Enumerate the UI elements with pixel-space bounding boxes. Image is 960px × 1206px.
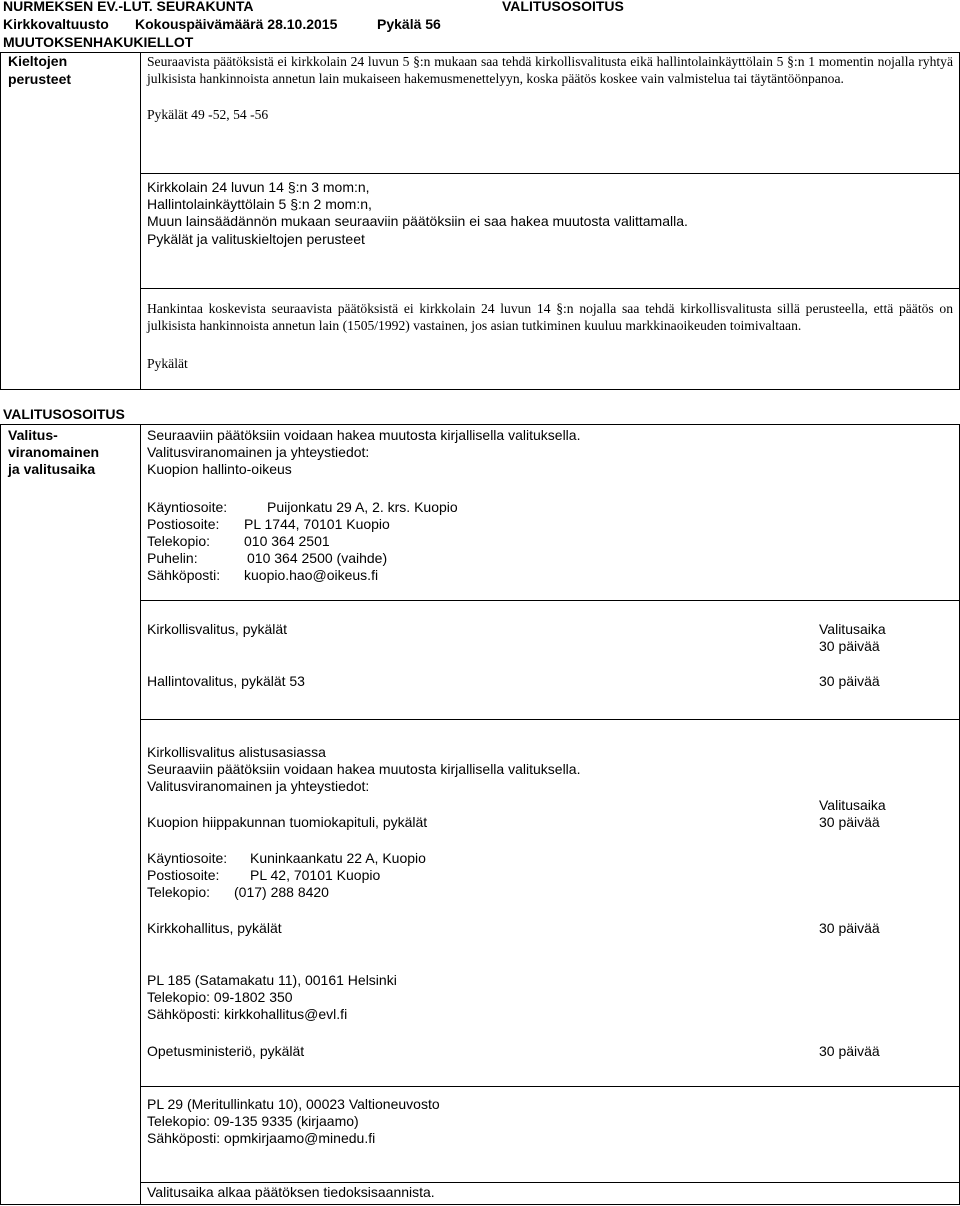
subordinate-appeal-title: Kirkollisvalitus alistusasiassa xyxy=(147,744,326,760)
law-reference-3: Muun lainsäädännön mukaan seuraaviin päätöksiin ei saa hakea muutosta valittamalla. xyxy=(147,213,688,229)
ministry-address: PL 29 (Meritullinkatu 10), 00023 Valtioneuvosto xyxy=(147,1096,440,1112)
appeal-top-border xyxy=(0,424,960,425)
law-sections: Pykälät ja valituskieltojen perusteet xyxy=(147,231,365,247)
bottom-border xyxy=(0,389,960,390)
appeal-title: VALITUSOSOITUS xyxy=(3,406,125,422)
court-name: Kuopion hallinto-oikeus xyxy=(147,461,292,477)
top-border xyxy=(0,52,960,53)
church-appeal-period: 30 päivää xyxy=(819,638,880,654)
chapter-post-label: Postiosoite: xyxy=(147,867,220,883)
appeal-period-label-2: Valitusaika xyxy=(819,797,886,813)
appeal-row-divider-4 xyxy=(140,1182,960,1183)
appeal-row-divider-3 xyxy=(140,1086,960,1087)
row-divider-2 xyxy=(140,288,960,289)
prohibitions-label-1: Kieltojen xyxy=(8,53,68,69)
chapter-post-address: PL 42, 70101 Kuopio xyxy=(250,867,381,883)
appeal-label-2: viranomainen xyxy=(8,444,100,460)
court-phone-label: Puhelin: xyxy=(147,550,198,566)
church-board-email: Sähköposti: kirkkohallitus@evl.fi xyxy=(147,1006,348,1022)
appeal-left-border xyxy=(0,424,1,1204)
appeal-row-divider-2 xyxy=(140,719,960,720)
law-reference-1: Kirkkolain 24 luvun 14 §:n 3 mom:n, xyxy=(147,179,370,195)
procurement-sections: Pykälät xyxy=(147,356,188,371)
document-type-title: VALITUSOSOITUS xyxy=(502,0,624,14)
column-divider xyxy=(140,52,141,389)
court-post-address: PL 1744, 70101 Kuopio xyxy=(244,516,390,532)
appeal-label-3: ja valitusaika xyxy=(8,461,96,477)
court-email-address: kuopio.hao@oikeus.fi xyxy=(244,567,379,583)
subordinate-authority-heading: Valitusviranomainen ja yhteystiedot: xyxy=(147,778,370,794)
church-board-address: PL 185 (Satamakatu 11), 00161 Helsinki xyxy=(147,972,397,988)
appeal-label-1: Valitus- xyxy=(8,427,58,443)
section-number: Pykälä 56 xyxy=(377,16,441,32)
court-fax-label: Telekopio: xyxy=(147,533,211,549)
ministry-sections: Opetusministeriö, pykälät xyxy=(147,1043,305,1059)
chapter-appeal-period: 30 päivää xyxy=(819,814,880,830)
court-email-label: Sähköposti: xyxy=(147,567,221,583)
chapter-fax-number: (017) 288 8420 xyxy=(234,884,329,900)
prohibitions-label-2: perusteet xyxy=(8,71,72,87)
left-border xyxy=(0,52,1,389)
chapter-visit-label: Käyntiosoite: xyxy=(147,850,228,866)
court-phone-number: 010 364 2500 (vaihde) xyxy=(247,550,388,566)
appeal-intro: Seuraaviin päätöksiin voidaan hakea muutosta kirjallisella valituksella. xyxy=(147,427,581,443)
subordinate-appeal-intro: Seuraaviin päätöksiin voidaan hakea muutosta kirjallisella valituksella. xyxy=(147,761,581,777)
law-reference-2: Hallintolainkäyttölain 5 §:n 2 mom:n, xyxy=(147,196,372,212)
prohibition-paragraph-1: Seuraavista päätöksistä ei kirkkolain 24 luvun 5 §:n mukaan saa tehdä kirkollisvalitusta eikä hallintolainkäyttölain 5 §:n 1 momentin nojalla ryhtyä julkisista hankinnoista annetun lain mukaiseen hakemusmenettelyyn, koska päätös koskee vain valmistelua tai täytäntöönpanoa. xyxy=(147,54,953,86)
court-visit-label: Käyntiosoite: xyxy=(147,499,228,515)
appeal-authority-heading: Valitusviranomainen ja yhteystiedot: xyxy=(147,444,370,460)
procurement-paragraph: Hankintaa koskevista seuraavista päätöksistä ei kirkkolain 24 luvun 14 §:n nojalla saa tehdä kirkollisvalitusta sillä perusteella, että päätös on julkisista hankinnoista annetun lain (1505/1992) vastainen, jos asian tutkiminen kuuluu markkinaoikeuden toimivaltaan. xyxy=(147,301,953,333)
appeal-period-note: Valitusaika alkaa päätöksen tiedoksisaannista. xyxy=(147,1184,435,1200)
appeal-row-divider-1 xyxy=(140,600,960,601)
chapter-fax-label: Telekopio: xyxy=(147,884,211,900)
appeal-period-label-1: Valitusaika xyxy=(819,621,886,637)
prohibition-sections-1: Pykälät 49 -52, 54 -56 xyxy=(147,107,269,122)
church-appeal-sections: Kirkollisvalitus, pykälät xyxy=(147,621,288,637)
section-title: MUUTOKSENHAKUKIELLOT xyxy=(3,34,194,50)
court-visit-address: Puijonkatu 29 A, 2. krs. Kuopio xyxy=(267,499,458,515)
court-fax-number: 010 364 2501 xyxy=(244,533,330,549)
ministry-fax: Telekopio: 09-135 9335 (kirjaamo) xyxy=(147,1113,359,1129)
row-divider-1 xyxy=(140,173,960,174)
chapter-sections: Kuopion hiippakunnan tuomiokapituli, pykälät xyxy=(147,814,428,830)
appeal-column-divider xyxy=(140,424,141,1204)
ministry-period: 30 päivää xyxy=(819,1043,880,1059)
org-name: NURMEKSEN EV.-LUT. SEURAKUNTA xyxy=(3,0,254,14)
admin-appeal-sections: Hallintovalitus, pykälät 53 xyxy=(147,673,305,689)
ministry-email: Sähköposti: opmkirjaamo@minedu.fi xyxy=(147,1130,376,1146)
body-name: Kirkkovaltuusto xyxy=(3,16,109,32)
appeal-bottom-border xyxy=(0,1204,960,1205)
meeting-date: Kokouspäivämäärä 28.10.2015 xyxy=(135,16,338,32)
church-board-sections: Kirkkohallitus, pykälät xyxy=(147,920,282,936)
admin-appeal-period: 30 päivää xyxy=(819,673,880,689)
church-board-fax: Telekopio: 09-1802 350 xyxy=(147,989,293,1005)
church-board-period: 30 päivää xyxy=(819,920,880,936)
court-post-label: Postiosoite: xyxy=(147,516,220,532)
chapter-visit-address: Kuninkaankatu 22 A, Kuopio xyxy=(250,850,426,866)
